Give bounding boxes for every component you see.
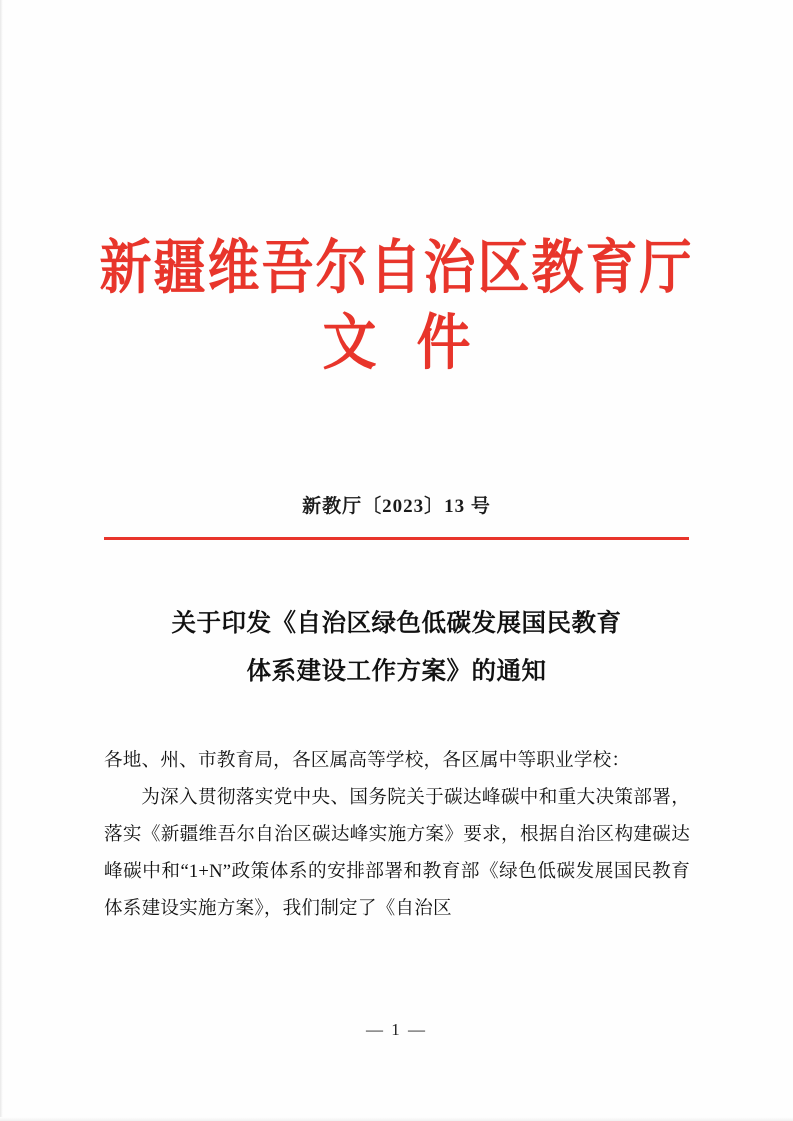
- document-body: [104, 742, 690, 927]
- red-separator-rule: [104, 537, 689, 540]
- page-title: [104, 600, 689, 696]
- salutation: 各地、州、市教育局，各区属高等学校，各区属中等职业学校：: [104, 750, 631, 771]
- body-paragraph-1: 为深入贯彻落实党中央、国务院关于碳达峰碳中和重大决策部署，落实《新疆维吾尔自治区碳达峰实施方案》要求，根据自治区构建碳达峰碳中和“1+N”政策体系的安排部署和教育部《绿色低碳发展国民教育体系建设实施方案》，我们制定了《自治区: [104, 787, 690, 919]
- scan-edge-left: [0, 0, 3, 1121]
- page-number-footer: — 1 —: [366, 1020, 427, 1039]
- scan-edge-bottom: [0, 1117, 793, 1121]
- masthead-kind: 文件: [322, 305, 511, 378]
- masthead-issuer: 新疆维吾尔自治区教育厅: [99, 233, 694, 303]
- page-title-line-2: 体系建设工作方案》的通知: [246, 658, 547, 685]
- page-title-line-1: 关于印发《自治区绿色低碳发展国民教育: [171, 610, 622, 637]
- document-number: 新教厅〔2023〕13 号: [302, 496, 491, 517]
- masthead: [0, 233, 793, 378]
